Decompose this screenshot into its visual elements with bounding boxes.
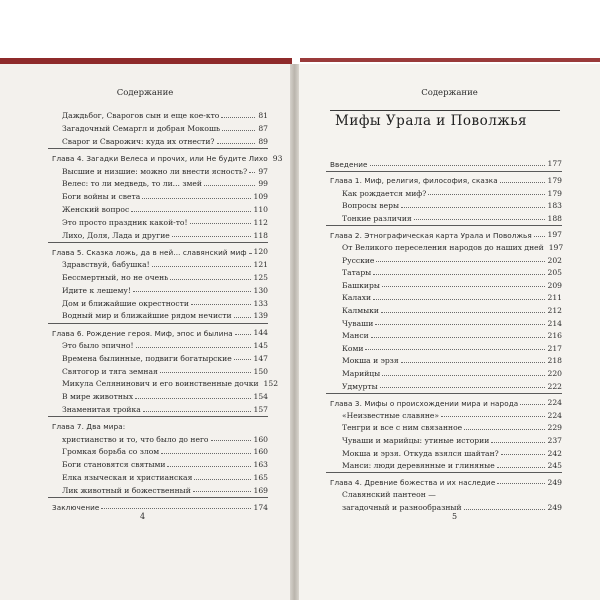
- dot-leader: [376, 261, 544, 262]
- toc-entry: [330, 340, 562, 352]
- dot-leader: [500, 182, 545, 183]
- toc-entry: [52, 189, 268, 201]
- toc-page-number: 160: [253, 434, 268, 444]
- toc-chapter-entry: [330, 173, 562, 185]
- toc-page-number: 224: [547, 398, 562, 408]
- dot-leader: [234, 359, 251, 360]
- toc-entry-title: Глава 7. Два мира:: [52, 422, 126, 432]
- toc-page-number: 197: [547, 230, 562, 240]
- dot-leader: [382, 375, 544, 376]
- dot-leader: [142, 198, 250, 199]
- toc-page-number: 212: [547, 306, 562, 315]
- dot-leader: [235, 334, 251, 335]
- toc-entry-title: Лик животный и божественный: [62, 485, 191, 495]
- toc-entry: [52, 202, 268, 214]
- toc-entry: [330, 433, 562, 445]
- toc-entry: [52, 227, 268, 239]
- toc-entry-title: Глава 1. Миф, религия, философия, сказка: [330, 176, 498, 186]
- dot-leader: [428, 194, 544, 195]
- toc-entry-title: «Неизвестные славяне»: [342, 410, 440, 420]
- toc-page-number: 154: [253, 392, 268, 402]
- toc-chapter-entry: [52, 418, 268, 430]
- section-title-rule: [330, 110, 560, 111]
- toc-entry: [330, 303, 562, 315]
- toc-page-number: 147: [253, 353, 268, 363]
- toc-page-number: 211: [547, 293, 562, 303]
- toc-page-number: 242: [547, 448, 562, 458]
- toc-page-number: 174: [253, 502, 268, 512]
- toc-entry-title: Здравствуй, бабушка!: [62, 260, 150, 270]
- toc-entry-title: Введение: [330, 159, 368, 169]
- toc-entry-title: Глава 2. Этнографическая карта Урала и Поволжья: [330, 230, 532, 240]
- toc-page-number: 205: [547, 268, 562, 278]
- toc-page-number: 97: [258, 166, 268, 176]
- dot-leader: [491, 442, 544, 443]
- toc-page-number: 109: [253, 192, 268, 202]
- dot-leader: [152, 266, 251, 267]
- toc-entry-title: Времена былинные, подвиги богатырские: [62, 353, 232, 363]
- toc-entry: [52, 482, 268, 494]
- dot-leader: [497, 467, 545, 468]
- dot-leader: [143, 411, 251, 412]
- book-spine-gutter: [290, 64, 299, 600]
- chapter-separator: [48, 148, 268, 149]
- toc-entry-title: загадочный и разнообразный: [342, 503, 462, 512]
- toc-page-number: 179: [547, 188, 562, 198]
- toc-entry-title: Лихо, Доля, Лада и другие: [62, 230, 170, 240]
- book-top-edge: [0, 0, 600, 62]
- toc-page-number: 81: [258, 111, 268, 121]
- toc-chapter-entry: [330, 395, 562, 407]
- toc-entry: [52, 338, 268, 350]
- toc-chapter-entry: [52, 244, 268, 256]
- toc-page-number: 112: [253, 217, 268, 227]
- toc-entry-title: Глава 6. Рождение героя. Миф, эпос и былина: [52, 328, 233, 338]
- toc-entry: [330, 420, 562, 432]
- toc-entry-title: Елка языческая и христианская: [62, 473, 193, 482]
- toc-page-number: 120: [253, 247, 268, 257]
- chapter-separator: [326, 171, 562, 172]
- toc-chapter-entry: [330, 227, 562, 239]
- toc-entry-title: Калмыки: [342, 306, 379, 315]
- toc-entry: [52, 350, 268, 362]
- toc-page-number: 110: [253, 205, 268, 214]
- left-toc: [52, 108, 283, 512]
- dot-leader: [193, 491, 251, 492]
- dot-leader: [160, 372, 251, 373]
- chapter-separator: [48, 242, 268, 243]
- toc-page-number: 183: [547, 201, 562, 211]
- chapter-separator: [326, 225, 562, 226]
- toc-entry: [52, 295, 268, 307]
- toc-entry: [52, 363, 268, 375]
- chapter-separator: [326, 472, 562, 473]
- toc-page-number: 188: [547, 213, 562, 223]
- toc-page-number: 118: [253, 230, 268, 240]
- toc-entry: [52, 214, 268, 226]
- toc-page-number: 209: [547, 280, 562, 290]
- toc-chapter-entry: [52, 325, 268, 337]
- toc-entry: [52, 134, 268, 146]
- toc-entry-title: Это было эпично!: [62, 341, 134, 350]
- toc-entry: [330, 328, 562, 340]
- toc-entry-title: Коми: [342, 343, 364, 353]
- toc-entry: [52, 431, 268, 443]
- toc-entry-title: Мокша и эрзя. Откуда взялся шайтан?: [342, 448, 499, 458]
- dot-leader: [497, 483, 544, 484]
- toc-entry-title: Боги становятся святыми: [62, 460, 166, 470]
- toc-entry: [52, 457, 268, 469]
- toc-entry: [330, 315, 562, 327]
- toc-entry-title: Святогор и тяга земная: [62, 366, 158, 376]
- toc-entry: [52, 257, 268, 269]
- toc-entry: [330, 240, 562, 252]
- toc-page-number: 249: [547, 477, 562, 487]
- dot-leader: [172, 236, 251, 237]
- toc-entry: [330, 458, 562, 470]
- toc-entry: [330, 378, 562, 390]
- toc-entry-title: Мокша и эрзя: [342, 356, 399, 366]
- dot-leader: [222, 130, 255, 131]
- toc-entry-title: Громкая борьба со злом: [62, 447, 160, 457]
- dot-leader: [136, 347, 251, 348]
- dot-leader: [101, 508, 250, 509]
- chapter-separator: [48, 416, 268, 417]
- toc-entry: [52, 176, 268, 188]
- toc-chapter-entry: [330, 156, 562, 168]
- toc-entry-title: Калахи: [342, 293, 372, 303]
- toc-entry-title: Это просто праздник какой-то!: [62, 217, 188, 227]
- dot-leader: [194, 479, 250, 480]
- toc-page-number: 144: [253, 328, 268, 338]
- toc-entry-title: Башкиры: [342, 280, 380, 290]
- toc-page-number: 202: [547, 255, 562, 265]
- toc-page-number: 125: [253, 273, 268, 282]
- toc-entry-title: Татары: [342, 268, 372, 278]
- toc-entry: [52, 402, 268, 414]
- toc-entry: [330, 407, 562, 419]
- toc-page-number: 163: [253, 460, 268, 470]
- toc-page-number: 237: [547, 436, 562, 445]
- left-page-header: Содержание: [116, 88, 174, 98]
- toc-page-number: 89: [258, 137, 268, 146]
- toc-entry-title: Манси: люди деревянные и глиняные: [342, 461, 495, 471]
- right-page-number: 5: [452, 512, 458, 521]
- dot-leader: [380, 387, 545, 388]
- toc-entry: [330, 252, 562, 264]
- dot-leader: [373, 274, 544, 275]
- dot-leader: [375, 324, 544, 325]
- toc-page-number: 179: [547, 176, 562, 185]
- dot-leader: [401, 207, 544, 208]
- dot-leader: [464, 509, 545, 510]
- toc-entry: [330, 277, 562, 289]
- toc-entry: [330, 185, 562, 197]
- toc-entry-title: Тенгри и все с ним связанное: [342, 423, 463, 433]
- toc-page-number: 165: [253, 473, 268, 482]
- toc-entry-title: Велес: то ли медведь, то ли... змей: [62, 179, 202, 189]
- toc-entry-title: Высшие и низшие: можно ли внести ясность?: [62, 166, 248, 176]
- dot-leader: [190, 223, 251, 224]
- dot-leader: [464, 429, 544, 430]
- right-page-header: Содержание: [421, 88, 478, 98]
- dot-leader: [370, 165, 545, 166]
- right-toc: [330, 156, 562, 526]
- toc-entry-title: Боги войны и света: [62, 192, 141, 202]
- toc-entry-title: Марийцы: [342, 369, 381, 378]
- toc-page-number: 152: [263, 379, 279, 389]
- toc-entry-title: Даждьбог, Сварогов сын и еще кое-кто: [62, 111, 220, 121]
- toc-page-number: 87: [258, 124, 268, 134]
- toc-page-number: 229: [547, 423, 562, 433]
- toc-chapter-entry: [52, 499, 268, 511]
- toc-page-number: 121: [253, 260, 268, 270]
- toc-page-number: 222: [547, 381, 562, 391]
- toc-entry: [52, 121, 268, 133]
- toc-page-number: 177: [547, 159, 562, 169]
- toc-entry-title: Чуваши: [342, 318, 374, 328]
- toc-page-number: 214: [547, 318, 562, 328]
- toc-page-number: 216: [547, 331, 562, 341]
- section-title: Мифы Урала и Поволжья: [335, 113, 528, 129]
- toc-entry-title: христианство и то, что было до него: [62, 434, 209, 444]
- dot-leader: [221, 117, 255, 118]
- toc-entry: [52, 470, 268, 482]
- toc-entry: [330, 290, 562, 302]
- toc-page-number: 157: [253, 405, 268, 414]
- toc-entry: [52, 163, 268, 175]
- toc-entry-title: Водный мир и ближайшие рядом нечисти: [62, 311, 232, 321]
- toc-entry-title: Глава 4. Древние божества и их наследие: [330, 478, 496, 488]
- toc-entry-title: Глава 5. Сказка ложь, да в ней... славянский миф: [52, 247, 247, 257]
- dot-leader: [217, 143, 256, 144]
- toc-entry: [52, 308, 268, 320]
- dot-leader: [135, 398, 250, 399]
- dot-leader: [501, 454, 545, 455]
- right-cover-edge: [300, 58, 600, 62]
- dot-leader: [534, 236, 545, 237]
- dot-leader: [131, 211, 250, 212]
- chapter-separator: [48, 497, 268, 498]
- chapter-separator: [326, 393, 562, 394]
- toc-entry: [52, 270, 268, 282]
- toc-entry-title: Тонкие различия: [342, 213, 412, 223]
- toc-entry-title: Славянский пантеон —: [342, 490, 436, 500]
- toc-page-number: 133: [253, 298, 268, 308]
- toc-entry-title: Глава 4. Загадки Велеса и прочих, или Не будите Лихо: [52, 154, 268, 164]
- dot-leader: [441, 416, 544, 417]
- dot-leader: [234, 317, 251, 318]
- toc-entry: [330, 500, 562, 512]
- toc-entry-title: Чуваши и марийцы: утиные истории: [342, 436, 490, 445]
- toc-entry-title: Женский вопрос: [62, 205, 130, 214]
- toc-chapter-entry: [330, 474, 562, 486]
- dot-leader: [204, 185, 255, 186]
- toc-chapter-entry: [52, 150, 283, 164]
- toc-entry: [52, 444, 268, 456]
- toc-page-number: 150: [253, 366, 268, 376]
- toc-entry-title: В мире животных: [62, 392, 134, 402]
- dot-leader: [133, 291, 251, 292]
- toc-entry-title: Дом и ближайшие окрестности: [62, 298, 189, 308]
- chapter-separator: [48, 323, 268, 324]
- dot-leader: [161, 453, 250, 454]
- dot-leader: [382, 286, 545, 287]
- toc-entry-title: Идите к лешему!: [62, 285, 131, 295]
- toc-page-number: 93: [272, 153, 283, 163]
- toc-page-number: 245: [547, 461, 562, 471]
- toc-entry-title: От Великого переселения народов до наших дней: [342, 243, 544, 252]
- toc-page-number: 218: [547, 356, 562, 366]
- dot-leader: [170, 279, 250, 280]
- toc-entry: [52, 108, 268, 120]
- toc-entry: [330, 210, 562, 222]
- dot-leader: [373, 299, 544, 300]
- toc-page-number: 249: [547, 503, 562, 512]
- toc-entry: [330, 487, 562, 499]
- dot-leader: [520, 404, 544, 405]
- toc-entry-title: Знаменитая тройка: [62, 405, 141, 414]
- toc-entry-title: Манси: [342, 331, 369, 341]
- toc-entry: [52, 389, 268, 401]
- dot-leader: [211, 440, 251, 441]
- toc-entry-title: Сварог и Сварожич: куда их отнести?: [62, 137, 215, 146]
- toc-entry: [330, 445, 562, 457]
- toc-entry-title: Вопросы веры: [342, 201, 400, 211]
- toc-page-number: 197: [548, 243, 564, 252]
- toc-entry-title: Заключение: [52, 502, 100, 512]
- toc-page-number: 99: [258, 179, 268, 189]
- toc-entry: [330, 198, 562, 210]
- toc-entry: [330, 366, 562, 378]
- toc-entry-title: Как рождается миф?: [342, 188, 427, 198]
- toc-entry: [330, 265, 562, 277]
- toc-page-number: 169: [253, 485, 268, 495]
- dot-leader: [381, 312, 545, 313]
- toc-entry-title: Загадочный Семаргл и добрая Мокошь: [62, 124, 221, 134]
- toc-page-number: 160: [253, 447, 268, 457]
- dot-leader: [371, 337, 545, 338]
- toc-page-number: 130: [253, 285, 268, 295]
- toc-page-number: 145: [253, 341, 268, 350]
- dot-leader: [365, 349, 544, 350]
- dot-leader: [401, 362, 545, 363]
- dot-leader: [414, 219, 545, 220]
- toc-page-number: 224: [547, 410, 562, 420]
- dot-leader: [167, 466, 250, 467]
- toc-page-number: 220: [547, 369, 562, 378]
- toc-entry-title: Удмурты: [342, 381, 378, 391]
- toc-entry: [52, 376, 279, 389]
- dot-leader: [191, 304, 251, 305]
- toc-entry-title: Бессмертный, но не очень: [62, 273, 169, 282]
- toc-entry: [52, 282, 268, 294]
- toc-page-number: 217: [547, 343, 562, 353]
- toc-entry: [330, 353, 562, 365]
- left-page-number: 4: [140, 512, 146, 521]
- toc-entry-title: Русские: [342, 255, 375, 265]
- toc-entry-title: Микула Селянинович и его воинственные дочки: [62, 379, 259, 389]
- toc-page-number: 139: [253, 311, 268, 321]
- toc-entry-title: Глава 3. Мифы о происхождении мира и народа: [330, 398, 519, 408]
